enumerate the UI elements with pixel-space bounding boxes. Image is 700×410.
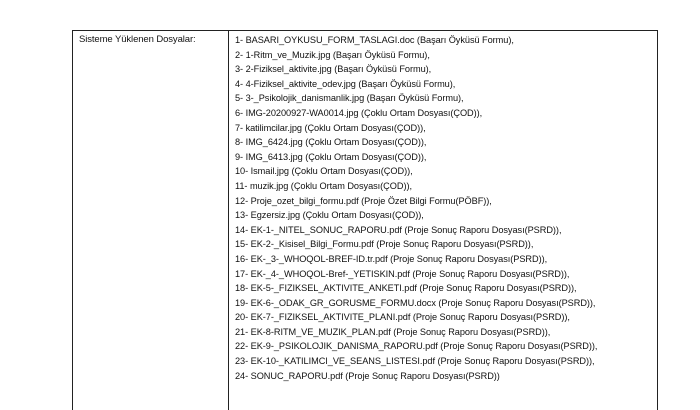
file-item: 16- EK-_3-_WHOQOL-BREF-ID.tr.pdf (Proje Sonuç Raporu Dosyası(PSRD)), xyxy=(235,253,548,264)
file-item: 14- EK-1-_NITEL_SONUC_RAPORU.pdf (Proje Sonuç Raporu Dosyası(PSRD)), xyxy=(235,224,562,235)
file-item: 18- EK-5-_FIZIKSEL_AKTIVITE_ANKETI.pdf (Proje Sonuç Raporu Dosyası(PSRD)), xyxy=(235,283,577,294)
file-item: 15- EK-2-_Kisisel_Bilgi_Formu.pdf (Proje Sonuç Raporu Dosyası(PSRD)), xyxy=(235,239,534,250)
file-item: 13- Egzersiz.jpg (Çoklu Ortam Dosyası(ÇOD)), xyxy=(235,210,424,221)
file-item: 21- EK-8-RITM_VE_MUZIK_PLAN.pdf (Proje Sonuç Raporu Dosyası(PSRD)), xyxy=(235,326,551,337)
file-item: 24- SONUC_RAPORU.pdf (Proje Sonuç Raporu Dosyası(PSRD)) xyxy=(235,370,500,381)
column-divider xyxy=(228,31,229,410)
file-item: 22- EK-9-_PSIKOLOJIK_DANISMA_RAPORU.pdf (Proje Sonuç Raporu Dosyası(PSRD)), xyxy=(235,341,598,352)
file-item: 23- EK-10-_KATILIMCI_VE_SEANS_LISTESI.pdf (Proje Sonuç Raporu Dosyası(PSRD)), xyxy=(235,356,595,367)
file-item: 20- EK-7-_FIZIKSEL_AKTIVITE_PLANI.pdf (Proje Sonuç Raporu Dosyası(PSRD)), xyxy=(235,312,570,323)
uploaded-files-list xyxy=(235,33,597,383)
file-item: 6- IMG-20200927-WA0014.jpg (Çoklu Ortam Dosyası(ÇOD)), xyxy=(235,107,483,118)
file-item: 11- muzik.jpg (Çoklu Ortam Dosyası(ÇOD)), xyxy=(235,180,412,191)
uploaded-files-table xyxy=(72,30,658,410)
file-item: 5- 3-_Psikolojik_danismanlik.jpg (Başarı Öyküsü Formu), xyxy=(235,93,464,104)
file-item: 12- Proje_ozet_bilgi_formu.pdf (Proje Özet Bilgi Formu(PÖBF)), xyxy=(235,195,492,206)
file-item: 2- 1-Ritm_ve_Muzik.jpg (Başarı Öyküsü Formu), xyxy=(235,49,430,60)
uploaded-files-label: Sisteme Yüklenen Dosyalar: xyxy=(79,34,196,45)
file-item: 3- 2-Fiziksel_aktivite.jpg (Başarı Öyküsü Formu), xyxy=(235,64,432,75)
file-item: 1- BASARI_OYKUSU_FORM_TASLAGI.doc (Başarı Öyküsü Formu), xyxy=(235,35,514,45)
file-item: 17- EK-_4-_WHOQOL-Bref-_YETISKIN.pdf (Proje Sonuç Raporu Dosyası(PSRD)), xyxy=(235,268,570,279)
file-item: 4- 4-Fiziksel_aktivite_odev.jpg (Başarı Öyküsü Formu), xyxy=(235,78,456,89)
file-item: 9- IMG_6413.jpg (Çoklu Ortam Dosyası(ÇOD)), xyxy=(235,151,427,162)
file-item: 8- IMG_6424.jpg (Çoklu Ortam Dosyası(ÇOD)), xyxy=(235,137,427,148)
file-item: 19- EK-6-_ODAK_GR_GORUSME_FORMU.docx (Proje Sonuç Raporu Dosyası(PSRD)), xyxy=(235,297,596,308)
file-item: 10- Ismail.jpg (Çoklu Ortam Dosyası(ÇOD)), xyxy=(235,166,413,177)
file-item: 7- katilimcilar.jpg (Çoklu Ortam Dosyası(ÇOD)), xyxy=(235,122,426,133)
